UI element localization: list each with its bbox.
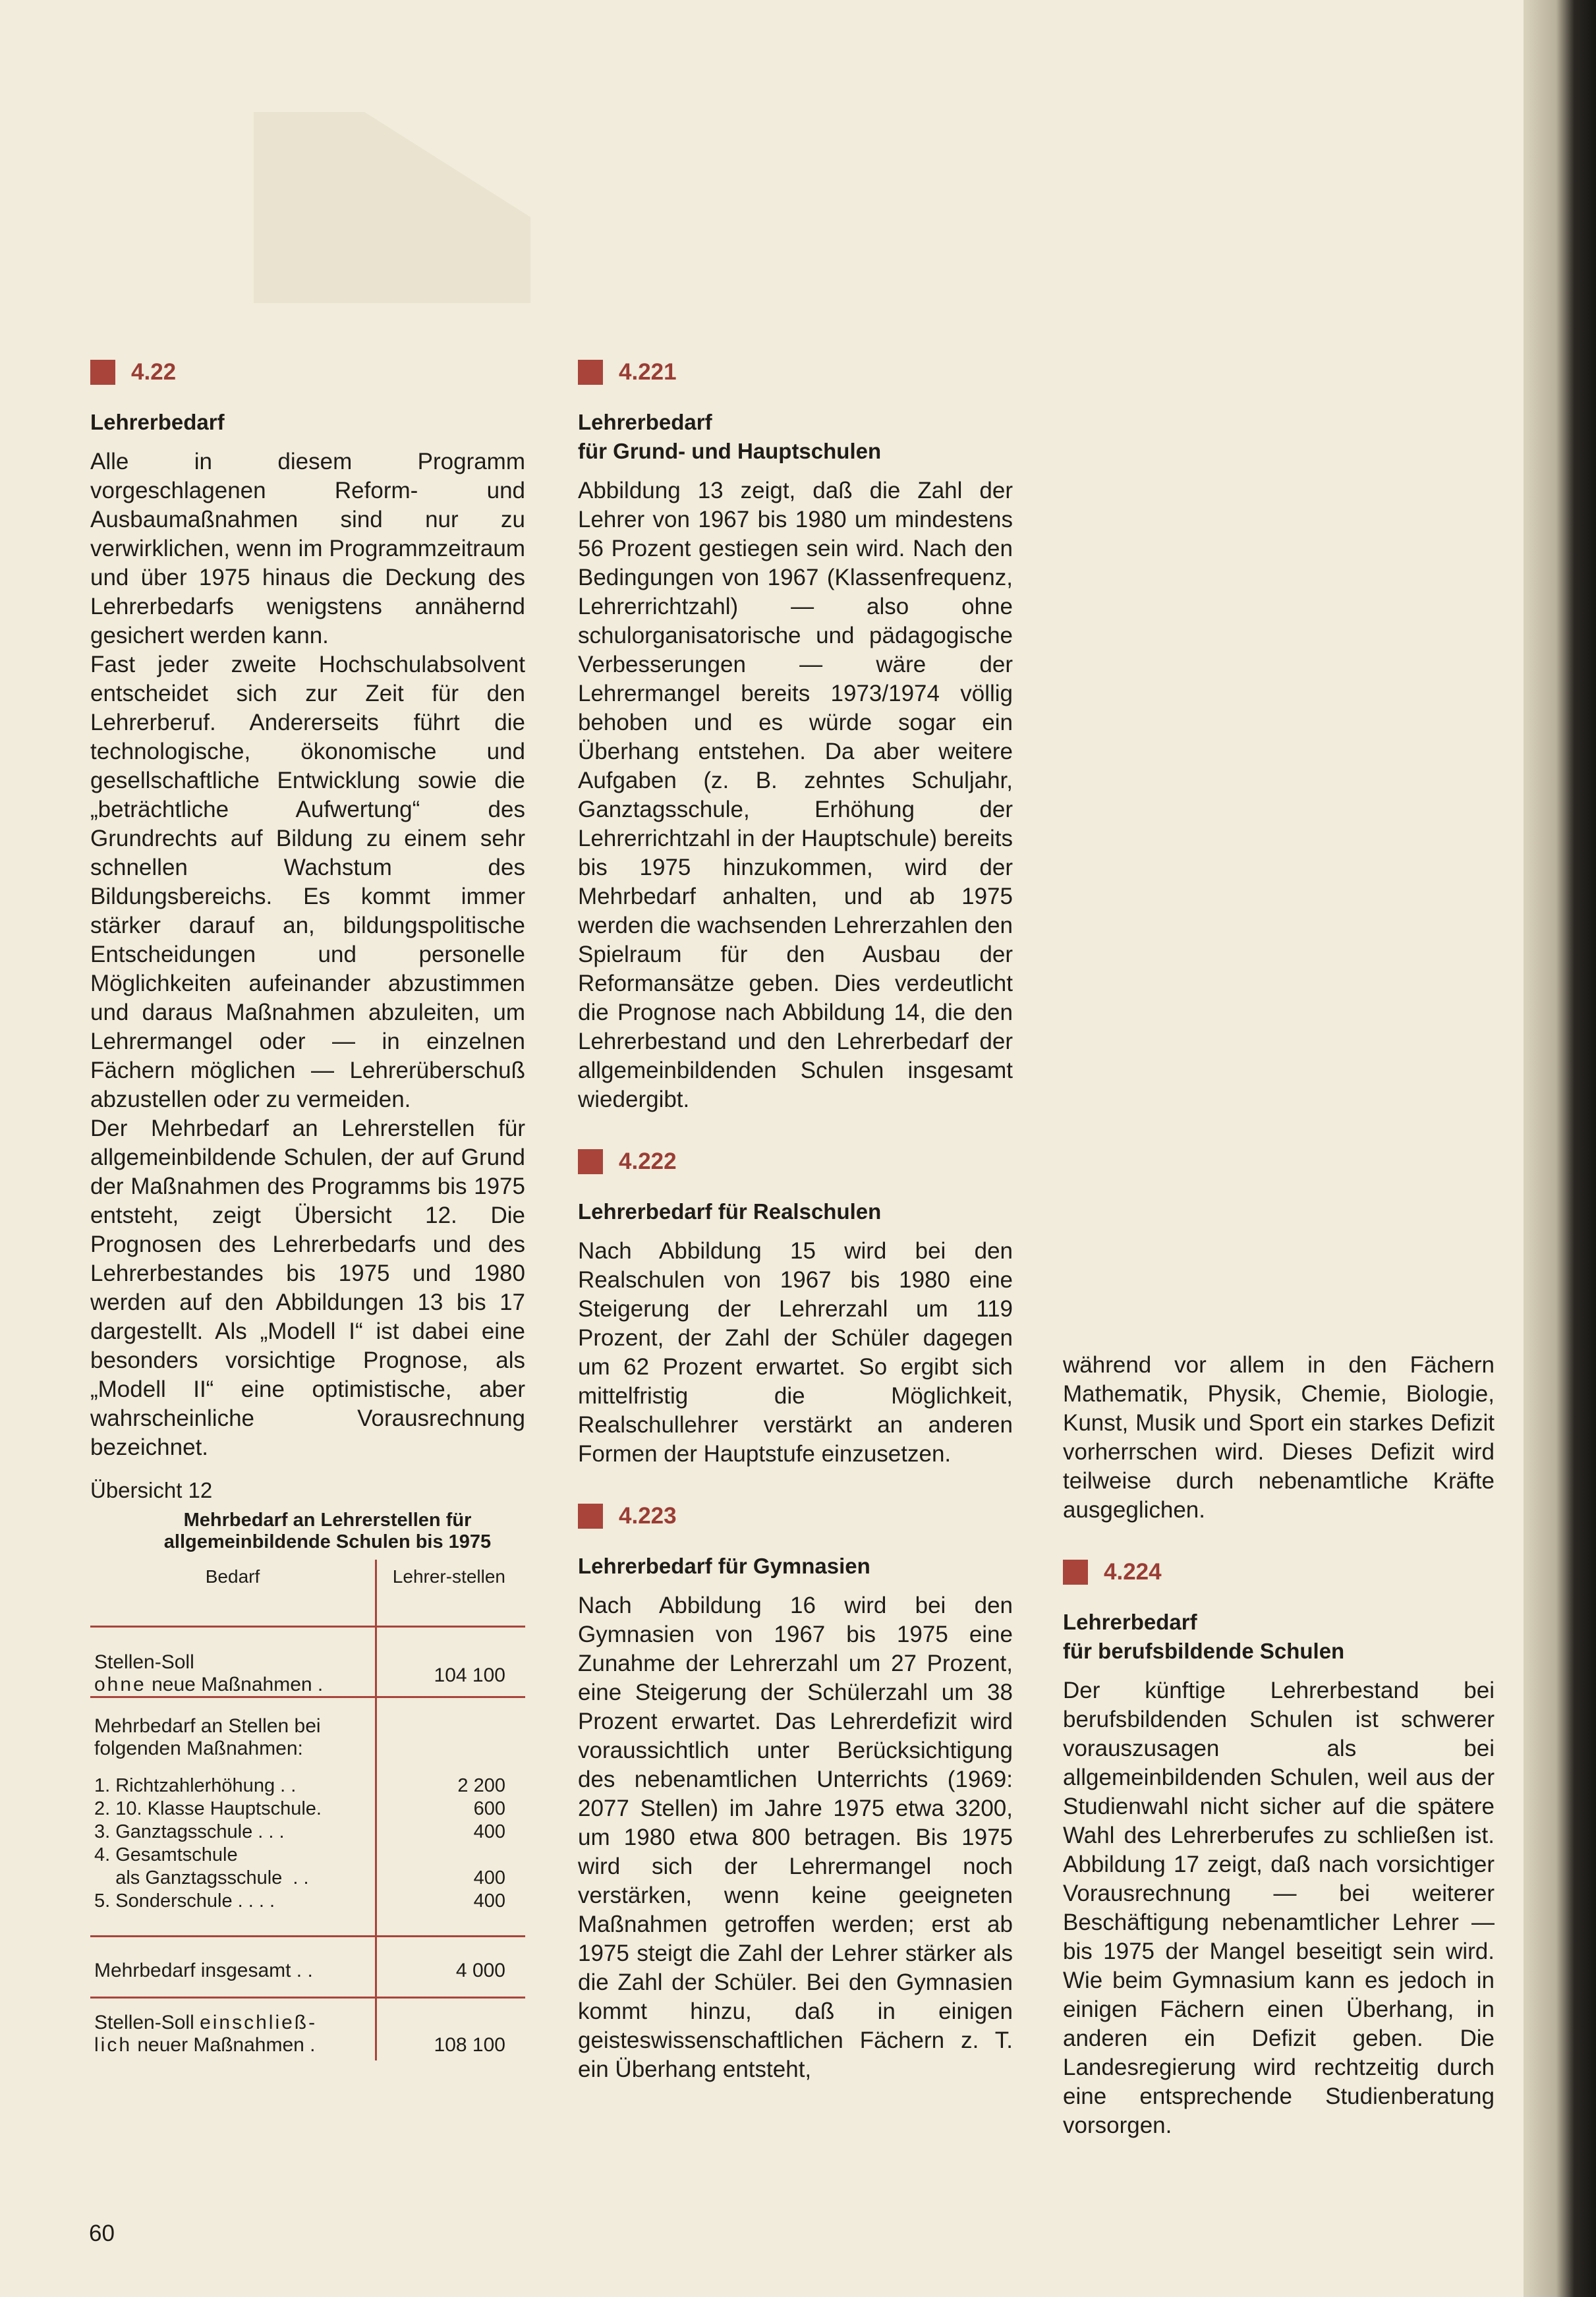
table-row — [90, 1867, 525, 1890]
section-number: 4.22 — [131, 359, 177, 385]
heading-line: für berufsbildende Schulen — [1063, 1639, 1345, 1663]
row-value: 400 — [376, 1890, 526, 1937]
row-label: 4. Gesamtschule — [94, 1844, 238, 1865]
section-marker-4-224 — [1063, 1559, 1495, 1585]
section-heading: Lehrerbedarf für Realschulen — [578, 1199, 882, 1224]
row-value: 600 — [376, 1798, 526, 1821]
table-title: Mehrbedarf an Lehrerstellen für allgemeinbildende Schulen bis 1975 — [163, 1510, 492, 1552]
row-label-emph: einschließ- — [200, 2012, 318, 2033]
row-label: 3. Ganztagsschule . . . — [94, 1821, 285, 1842]
section-marker-4-22 — [90, 359, 525, 385]
paragraph: Der künftige Lehrerbestand bei berufsbildenden Schulen ist schwerer vorauszusagen als bei allgemeinbildenden Schulen, weil aus der Studienwahl nicht sicher auf die spätere Wahl des Lehrerberufes zu schließen ist. Abbildung 17 zeigt, daß nach vorsichtiger Vorausrechnung — bei weiterer Beschäftigung nebenamtlicher Lehrer — bis 1975 der Mangel beseitigt sein wird. Wie beim Gymnasium kann es jedoch in einigen Fächern einen Überhang, in anderen ein Defizit geben. Die Landesregierung wird rechtzeitig durch eine entsprechende Studienberatung vorsorgen. — [1063, 1678, 1495, 2138]
table-row — [90, 1627, 525, 1697]
table-row — [90, 1821, 525, 1844]
col-header-bedarf: Bedarf — [205, 1566, 260, 1587]
table-caption: Übersicht 12 — [90, 1478, 213, 1502]
row-label: folgenden Maßnahmen: — [94, 1738, 303, 1759]
heading-line: für Grund- und Hauptschulen — [578, 439, 882, 463]
paragraph: Nach Abbildung 15 wird bei den Realschulen von 1967 bis 1980 eine Steigerung der Lehrerzahl um 119 Prozent, der Zahl der Schüler dagegen um 62 Prozent erwartet. So ergibt sich mittelfristig die Möglichkeit, Realschullehrer verstärkt an anderen Formen der Hauptstufe einzusetzen. — [578, 1238, 1013, 1467]
paragraph: Fast jeder zweite Hochschulabsolvent entscheidet sich zur Zeit für den Lehrerberuf. Andererseits führt die technologische, ökonomische und gesellschaftliche Entwicklung sowie die „beträchtliche Aufwertung“ des Grundrechts auf Bildung zu einem sehr schnellen Wachstum des Bildungsbereichs. Es kommt immer stärker darauf an, bildungspolitische Entscheidungen und personelle Möglichkeiten aufeinander abzustimmen und daraus Maßnahmen abzuleiten, um Lehrermangel oder — in einzelnen Fächern möglichen — Lehrerüberschuß abzustellen oder zu vermeiden. — [90, 652, 525, 1112]
row-label: Mehrbedarf insgesamt . . — [90, 1937, 376, 1998]
table-row — [90, 1697, 525, 1775]
table-row — [90, 1890, 525, 1937]
row-label: Stellen-Soll — [94, 2012, 200, 2033]
row-label-emph: lich — [94, 2034, 132, 2056]
row-value — [376, 1844, 526, 1867]
paragraph: während vor allem in den Fächern Mathematik, Physik, Chemie, Biologie, Kunst, Musik und Sport ein starkes Defizit vorherrschen wird. Dieses Defizit wird teilweise durch nebenamtliche Kräfte ausgeglichen. — [1063, 1352, 1495, 1523]
section-square-icon — [578, 1504, 603, 1529]
row-label-emph: ohne — [94, 1674, 146, 1695]
row-value: 400 — [376, 1821, 526, 1844]
section-square-icon — [90, 360, 115, 385]
section-heading: Lehrerbedarf — [90, 410, 225, 434]
row-value: 4 000 — [376, 1937, 526, 1998]
table-row — [90, 1774, 525, 1798]
row-label: 5. Sonderschule . . . . — [94, 1890, 275, 1912]
row-value: 2 200 — [376, 1774, 526, 1798]
row-label: neue Maßnahmen . — [146, 1674, 324, 1695]
row-value: 400 — [376, 1867, 526, 1890]
section-marker-4-222 — [578, 1148, 1013, 1175]
table-row — [90, 1844, 525, 1867]
row-value: 104 100 — [376, 1627, 526, 1697]
row-label: Mehrbedarf an Stellen bei — [94, 1715, 321, 1737]
heading-line: Lehrerbedarf — [578, 410, 712, 434]
section-number: 4.222 — [619, 1148, 677, 1174]
section-square-icon — [1063, 1560, 1088, 1585]
heading-line: Lehrerbedarf — [1063, 1610, 1197, 1634]
column-middle — [578, 359, 1013, 2084]
paragraph: Nach Abbildung 16 wird bei den Gymnasien von 1967 bis 1975 eine Zunahme der Lehrerzahl um 27 Prozent, eine Steigerung der Schülerzahl um 38 Prozent erwartet. Das Lehrerdefizit wird voraussichtlich unter Berücksichtigung des nebenamtlichen Unterrichts (1969: 2077 Stellen) im Jahre 1975 etwa 3200, um 1980 etwa 800 betragen. Bis 1975 wird sich der Lehrermangel noch verstärken, wenn keine geeigneten Maßnahmen getroffen werden; erst ab 1975 steigt die Zahl der Lehrer stärker als die Zahl der Schüler. Bei den Gymnasien kommt hinzu, daß in einigen geisteswissenschaftlichen Fächern z. T. ein Überhang entsteht, — [578, 1593, 1013, 2082]
section-heading — [1063, 1608, 1495, 1666]
row-label: 1. Richtzahlerhöhung . . — [94, 1775, 297, 1796]
paragraph: Abbildung 13 zeigt, daß die Zahl der Lehrer von 1967 bis 1980 um mindestens 56 Prozent gestiegen sein wird. Nach den Bedingungen von 1967 (Klassenfrequenz, Lehrerrichtzahl) — also ohne schulorganisatorische und pädagogische Verbesserungen — wäre der Lehrermangel bereits 1973/1974 völlig behoben und es würde sogar ein Überhang entstehen. Da aber weitere Aufgaben (z. B. zehntes Schuljahr, Ganztagsschule, Erhöhung der Lehrerrichtzahl in der Hauptschule) bereits bis 1975 hinzukommen, wird der Mehrbedarf anhalten, und ab 1975 werden die wachsenden Lehrerzahlen den Spielraum für den Ausbau der Reformansätze geben. Dies verdeutlicht die Prognose nach Abbildung 14, die den Lehrerbestand und den Lehrerbedarf der allgemeinbildenden Schulen insgesamt wiedergibt. — [578, 478, 1013, 1112]
section-number: 4.223 — [619, 1503, 677, 1529]
section-number: 4.224 — [1104, 1559, 1162, 1585]
row-label: als Ganztagsschule . . — [94, 1867, 309, 1888]
section-square-icon — [578, 1149, 603, 1174]
table-row — [90, 1937, 525, 1998]
column-left — [90, 359, 525, 2060]
overview-table — [90, 1560, 525, 2060]
section-square-icon — [578, 360, 603, 385]
page-number: 60 — [89, 2221, 115, 2246]
binding-shadow — [1524, 0, 1596, 2297]
paragraph: Alle in diesem Programm vorgeschlagenen Reform- und Ausbaumaßnahmen sind nur zu verwirklichen, wenn im Programmzeitraum und über 1975 hinaus die Deckung des Lehrerbedarfs wenigstens annähernd gesichert werden kann. — [90, 449, 525, 648]
paragraph: Der Mehrbedarf an Lehrerstellen für allgemeinbildende Schulen, der auf Grund der Maßnahmen des Programms bis 1975 entsteht, zeigt Übersicht 12. Die Prognosen des Lehrerbedarfs und des Lehrerbestandes bis 1975 und 1980 werden auf den Abbildungen 13 bis 17 dargestellt. Als „Modell I“ ist dabei eine besonders vorsichtige Prognose, als „Modell II“ eine optimistische, aber wahrscheinliche Vorausrechnung bezeichnet. — [90, 1116, 525, 1460]
table-row — [90, 1998, 525, 2061]
section-marker-4-223 — [578, 1503, 1013, 1529]
row-label: Stellen-Soll — [94, 1651, 194, 1673]
table-row — [90, 1798, 525, 1821]
section-heading: Lehrerbedarf für Gymnasien — [578, 1554, 870, 1578]
section-number: 4.221 — [619, 359, 677, 385]
section-marker-4-221 — [578, 359, 1013, 385]
bleed-through-shape — [254, 112, 530, 303]
row-value: 108 100 — [376, 1998, 526, 2061]
column-right — [1063, 1351, 1495, 2140]
row-label: 2. 10. Klasse Hauptschule. — [94, 1798, 322, 1819]
col-header-lehrerstellen: Lehrer-stellen — [376, 1560, 526, 1627]
section-heading — [578, 408, 1013, 466]
row-label: neuer Maßnahmen . — [132, 2034, 316, 2056]
